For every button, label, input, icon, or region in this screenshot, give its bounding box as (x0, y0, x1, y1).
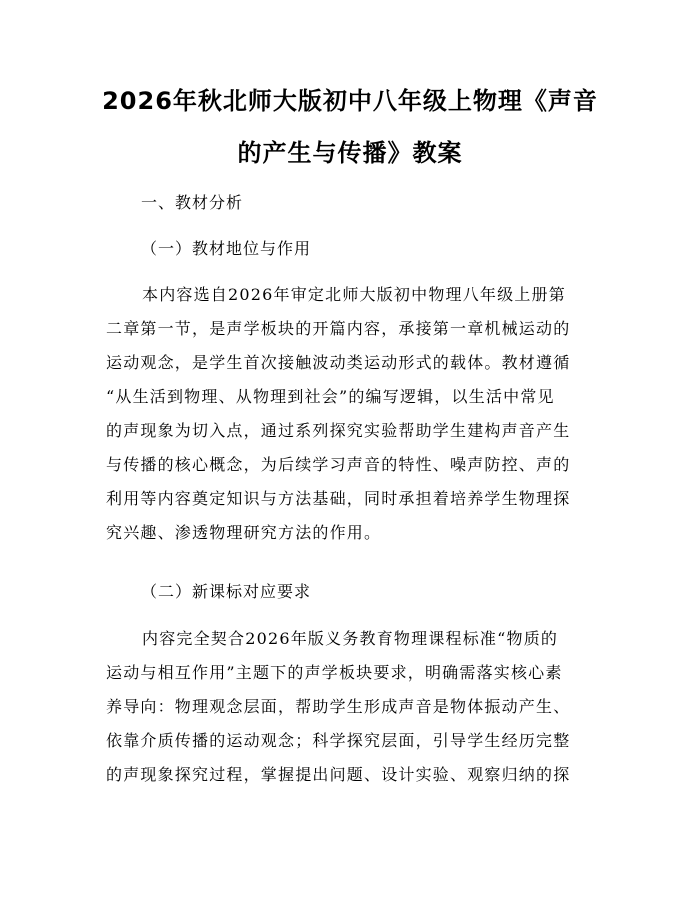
paragraph-line: 利用等内容奠定知识与方法基础，同时承担着培养学生物理探 (106, 489, 571, 508)
paragraph-curriculum-requirements (106, 622, 600, 792)
document-title-line-2: 的产生与传播》教案 (237, 139, 463, 167)
section-heading-textbook-analysis: 一、教材分析 (141, 193, 244, 212)
document-title-line-1: 2026年秋北师大版初中八年级上物理《声音 (102, 87, 598, 115)
paragraph-line: 与传播的核心概念，为后续学习声音的特性、噪声防控、声的 (106, 455, 571, 474)
paragraph-line: 运动观念，是学生首次接触波动类运动形式的载体。教材遵循 (106, 353, 571, 372)
paragraph-line: 运动与相互作用”主题下的声学板块要求，明确需落实核心素 (106, 663, 563, 682)
paragraph-line: 内容完全契合2026年版义务教育物理课程标准“物质的 (142, 629, 559, 648)
paragraph-line: 二章第一节，是声学板块的开篇内容，承接第一章机械运动的 (106, 319, 571, 338)
paragraph-line: 本内容选自2026年审定北师大版初中物理八年级上册第 (142, 285, 566, 304)
paragraph-line: “从生活到物理、从物理到社会”的编写逻辑，以生活中常见 (106, 387, 555, 406)
paragraph-line: 养导向：物理观念层面，帮助学生形成声音是物体振动产生、 (106, 697, 571, 716)
subsection-heading-curriculum: （二）新课标对应要求 (141, 582, 312, 601)
paragraph-line: 究兴趣、渗透物理研究方法的作用。 (106, 523, 382, 542)
paragraph-line: 依靠介质传播的运动观念；科学探究层面，引导学生经历完整 (106, 731, 571, 750)
paragraph-line: 的声现象为切入点，通过系列探究实验帮助学生建构声音产生 (106, 421, 571, 440)
paragraph-line: 的声现象探究过程，掌握提出问题、设计实验、观察归纳的探 (106, 765, 571, 784)
paragraph-textbook-role (106, 278, 600, 550)
subsection-heading-role: （一）教材地位与作用 (141, 239, 312, 258)
